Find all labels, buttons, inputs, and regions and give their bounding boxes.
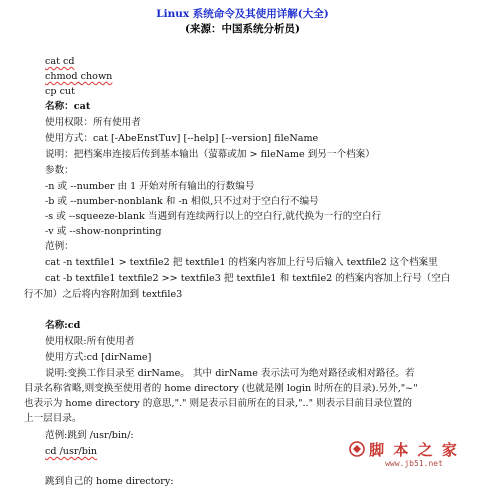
text-line: 范例： [45, 241, 74, 252]
text-line: -v 或 --show-nonprinting [45, 226, 162, 237]
text-line: cat -b textfile1 textfile2 >> textfile3 把 textfile1 和 textfile2 的档案内容加上行号（空白 [45, 273, 451, 284]
text-line: -n 或 --number 由 1 开始对所有输出的行数编号 [45, 181, 255, 192]
text-line: 目录名称省略,则变换至使用者的 home directory (也就是刚 login 时所在的目录).另外,"~" [24, 383, 418, 394]
text-line: 跳到自己的 home directory: [45, 476, 174, 487]
text-line: 使用权限:所有使用者 [45, 336, 135, 347]
text-line: 说明:变换工作目录至 dirName。 其中 dirName 表示法可为绝对路径或相对路径。若 [45, 368, 415, 379]
text-line: 说明：把档案串连接后传到基本输出（萤幕或加 > fileName 到另一个档案） [45, 149, 375, 160]
text-line: 使用方式：cat [-AbeEnstTuv] [--help] [--version] fileName [45, 133, 319, 144]
text-line: cat -n textfile1 > textfile2 把 textfile1 的档案内容加上行号后输入 textfile2 这个档案里 [45, 257, 438, 268]
text-line: cat cd [45, 56, 75, 67]
text-line: -b 或 --number-nonblank 和 -n 相似,只不过对于空白行不编号 [45, 196, 319, 207]
text-line: 行不加）之后将内容附加到 textfile3 [24, 289, 183, 300]
section-heading-cat: 名称：cat [45, 101, 91, 112]
text-line: 范例:跳到 /usr/bin/: [45, 430, 134, 441]
section-heading-cd: 名称:cd [45, 320, 81, 331]
text-line: chmod chown [45, 71, 113, 82]
watermark-text: 脚 本 之 家 [369, 441, 459, 459]
text-line: 上一层目录。 [24, 413, 82, 424]
text-line: cd /usr/bin [45, 446, 98, 457]
watermark [354, 441, 474, 469]
text-line: -s 或 --squeeze-blank 当遇到有连续两行以上的空白行,就代换为一行的空白行 [45, 211, 382, 222]
text-line: 参数： [45, 165, 74, 176]
text-line: 使用方式:cd [dirName] [45, 352, 152, 363]
text-line: 使用权限：所有使用者 [45, 117, 141, 128]
text-line: 也表示为 home directory 的意思,"." 则是表示目前所在的目录,".." 则表示目前目录位置的 [24, 398, 412, 409]
text-line: cp cut [45, 86, 75, 97]
watermark-url: www.jb51.net [385, 459, 443, 468]
document-subtitle: (来源：中国系统分析员) [185, 23, 300, 35]
document-title: Linux 系统命令及其使用详解(大全) [156, 8, 329, 20]
